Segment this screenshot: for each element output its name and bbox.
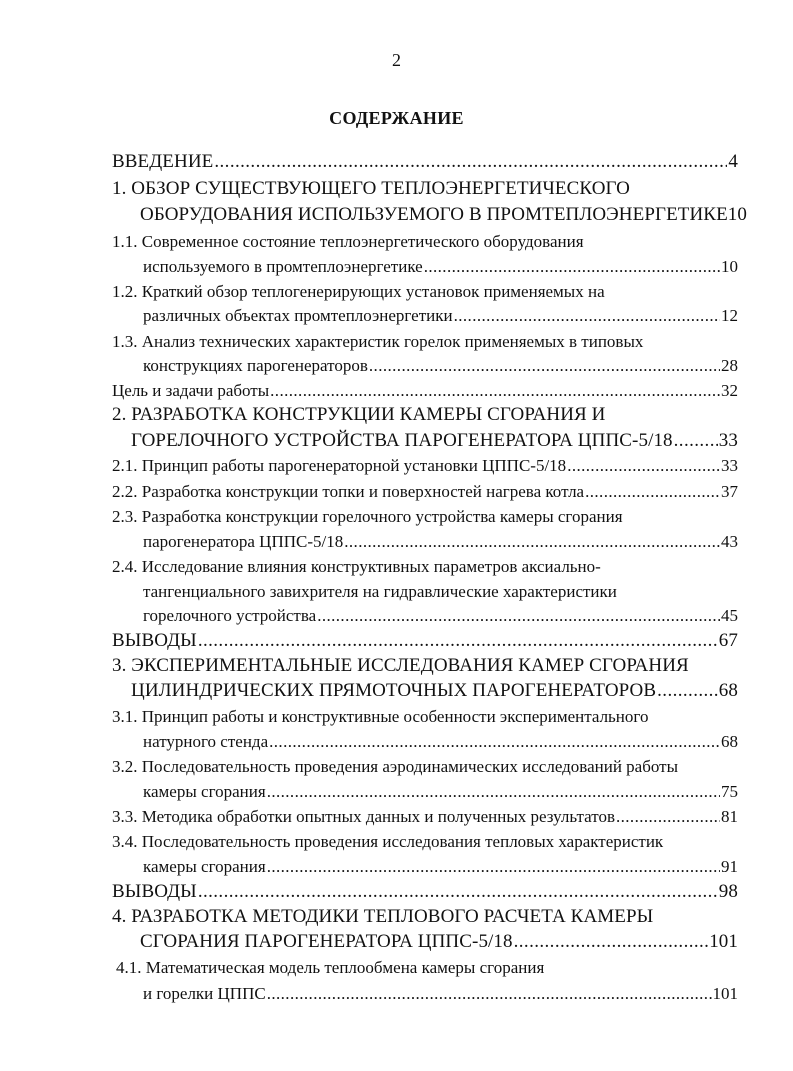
leader-dots [369, 353, 720, 379]
toc-chapter-4[interactable] [140, 929, 738, 955]
toc-section-2-2[interactable] [112, 479, 738, 505]
toc-entry-introduction[interactable] [112, 149, 738, 175]
toc-entry-page: 43 [721, 532, 738, 551]
toc-chapter-2[interactable] [131, 428, 738, 454]
toc-entry-text: ОБОРУДОВАНИЯ ИСПОЛЬЗУЕМОГО В ПРОМТЕПЛОЭНЕРГЕТИКЕ [140, 204, 728, 225]
toc-entry-page: 91 [721, 857, 738, 876]
toc-entry-text: СГОРАНИЯ ПАРОГЕНЕРАТОРА ЦППС-5/18 [140, 931, 513, 952]
toc-entry-conclusions-1[interactable] [112, 628, 738, 654]
leader-dots [344, 529, 720, 555]
leader-dots [267, 779, 720, 805]
toc-section-2-1[interactable] [112, 453, 738, 479]
leader-dots [267, 854, 720, 880]
leader-dots [269, 729, 720, 755]
toc-entry-page: 33 [718, 430, 738, 451]
toc-entry-page: 68 [718, 680, 738, 701]
toc-title: СОДЕРЖАНИЕ [329, 108, 464, 128]
toc-entry-page: 101 [709, 931, 738, 952]
leader-dots [214, 149, 727, 175]
toc-chapter-1[interactable] [140, 202, 747, 228]
toc-entry-text: натурного стенда [143, 732, 269, 751]
toc-entry-text: используемого в промтеплоэнергетике [143, 257, 423, 276]
toc-entry-page: 67 [718, 630, 738, 651]
leader-dots [514, 929, 709, 955]
toc-section-2-3[interactable] [143, 529, 738, 555]
toc-chapter-3-line1: 3. ЭКСПЕРИМЕНТАЛЬНЫЕ ИССЛЕДОВАНИЯ КАМЕР СГОРАНИЯ [112, 655, 689, 676]
toc-entry-text: и горелки ЦППС [143, 984, 266, 1003]
toc-section-1-1[interactable] [143, 254, 738, 280]
leader-dots [424, 254, 720, 280]
toc-section-2-4-line1: 2.4. Исследование влияния конструктивных параметров аксиально- [112, 557, 601, 576]
toc-entry-text: конструкциях парогенераторов [143, 356, 368, 375]
toc-entry-page: 81 [721, 807, 738, 826]
toc-entry-text: 2.1. Принцип работы парогенераторной установки ЦППС-5/18 [112, 456, 567, 475]
toc-section-4-1-line1: 4.1. Математическая модель теплообмена камеры сгорания [116, 958, 545, 977]
toc-entry-text: ВЫВОДЫ [112, 630, 197, 651]
toc-entry-text: камеры сгорания [143, 782, 266, 801]
toc-section-2-4[interactable] [143, 603, 738, 629]
toc-entry-page: 101 [712, 984, 738, 1003]
leader-dots [454, 303, 720, 329]
toc-section-1-3[interactable] [143, 353, 738, 379]
toc-entry-page: 68 [721, 732, 738, 751]
leader-dots [198, 879, 718, 905]
toc-entry-text: 3.3. Методика обработки опытных данных и полученных результатов [112, 807, 615, 826]
leader-dots [267, 981, 712, 1007]
toc-chapter-1-line1: 1. ОБЗОР СУЩЕСТВУЮЩЕГО ТЕПЛОЭНЕРГЕТИЧЕСКОГО [112, 178, 630, 199]
toc-entry-page: 10 [721, 257, 738, 276]
toc-entry-page: 37 [721, 482, 738, 501]
toc-entry-page: 98 [718, 881, 738, 902]
toc-section-1-3-line1: 1.3. Анализ технических характеристик горелок применяемых в типовых [112, 332, 644, 351]
toc-section-3-1[interactable] [143, 729, 738, 755]
toc-entry-text: горелочного устройства [143, 606, 317, 625]
leader-dots [585, 479, 720, 505]
toc-entry-goals[interactable] [112, 378, 738, 404]
toc-entry-page: 45 [721, 606, 738, 625]
toc-entry-page: 28 [721, 356, 738, 375]
toc-entry-text: различных объектах промтеплоэнергетики [143, 306, 453, 325]
leader-dots [567, 453, 720, 479]
leader-dots [674, 428, 718, 454]
toc-section-1-2-line1: 1.2. Краткий обзор теплогенерирующих установок применяемых на [112, 282, 605, 301]
toc-section-3-2[interactable] [143, 779, 738, 805]
toc-section-1-1-line1: 1.1. Современное состояние теплоэнергетического оборудования [112, 232, 584, 251]
toc-entry-page: 33 [721, 456, 738, 475]
toc-section-2-4-line2: тангенциального завихрителя на гидравлические характеристики [143, 582, 617, 601]
page-number: 2 [392, 50, 401, 70]
toc-entry-text: Цель и задачи работы [112, 381, 270, 400]
toc-entry-conclusions-2[interactable] [112, 879, 738, 905]
toc-entry-text: ВЫВОДЫ [112, 881, 197, 902]
toc-chapter-3[interactable] [131, 678, 738, 704]
toc-section-3-4-line1: 3.4. Последовательность проведения исследования тепловых характеристик [112, 832, 664, 851]
toc-chapter-4-line1: 4. РАЗРАБОТКА МЕТОДИКИ ТЕПЛОВОГО РАСЧЕТА КАМЕРЫ [112, 906, 654, 927]
toc-section-3-2-line1: 3.2. Последовательность проведения аэродинамических исследований работы [112, 757, 678, 776]
toc-entry-text: камеры сгорания [143, 857, 266, 876]
toc-entry-page: 12 [721, 306, 738, 325]
toc-section-3-4[interactable] [143, 854, 738, 880]
leader-dots [657, 678, 718, 704]
leader-dots [270, 378, 720, 404]
toc-section-3-3[interactable] [112, 804, 738, 830]
toc-section-1-2[interactable] [143, 303, 738, 329]
leader-dots [317, 603, 720, 629]
toc-section-3-1-line1: 3.1. Принцип работы и конструктивные особенности экспериментального [112, 707, 649, 726]
toc-section-4-1[interactable] [143, 981, 738, 1007]
toc-entry-page: 32 [721, 381, 738, 400]
toc-entry-text: 2.2. Разработка конструкции топки и поверхностей нагрева котла [112, 482, 585, 501]
leader-dots [616, 804, 720, 830]
toc-section-2-3-line1: 2.3. Разработка конструкции горелочного устройства камеры сгорания [112, 507, 623, 526]
toc-chapter-2-line1: 2. РАЗРАБОТКА КОНСТРУКЦИИ КАМЕРЫ СГОРАНИЯ И [112, 404, 606, 425]
toc-entry-text: ВВЕДЕНИЕ [112, 151, 214, 172]
toc-entry-text: ГОРЕЛОЧНОГО УСТРОЙСТВА ПАРОГЕНЕРАТОРА ЦППС-5/18 [131, 430, 673, 451]
toc-entry-page: 4 [728, 151, 738, 172]
toc-entry-page: 75 [721, 782, 738, 801]
leader-dots [198, 628, 718, 654]
toc-entry-text: парогенератора ЦППС-5/18 [143, 532, 344, 551]
toc-entry-text: ЦИЛИНДРИЧЕСКИХ ПРЯМОТОЧНЫХ ПАРОГЕНЕРАТОРОВ [131, 680, 657, 701]
toc-entry-page: 10 [727, 204, 747, 225]
